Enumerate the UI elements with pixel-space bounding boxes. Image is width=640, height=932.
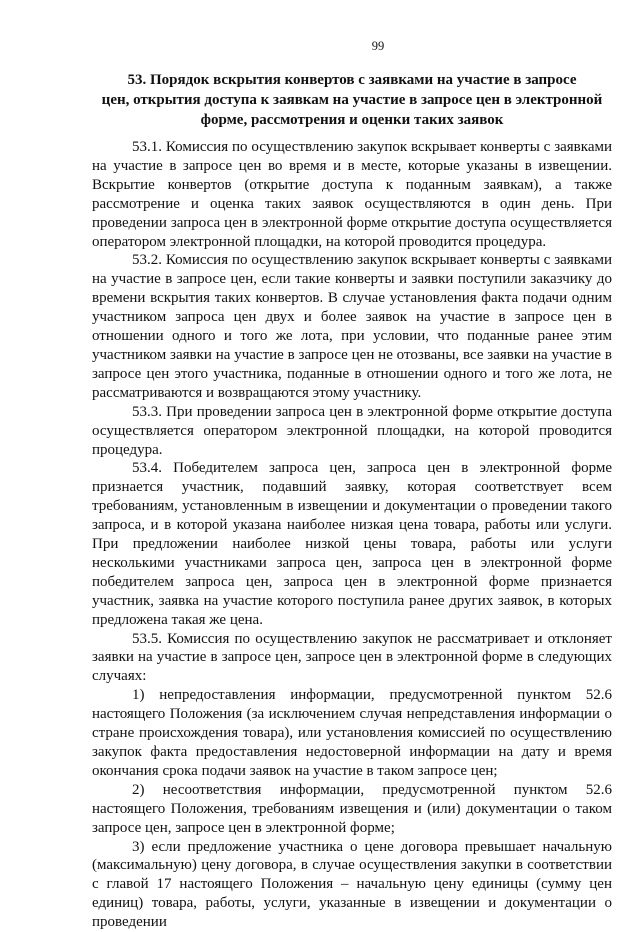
paragraph-53-5: 53.5. Комиссия по осуществлению закупок не рассматривает и отклоняет заявки на участие в запросе цен, запросе цен в электронной форме в следующих случаях:: [92, 630, 612, 685]
paragraph-53-2: 53.2. Комиссия по осуществлению закупок вскрывает конверты с заявками на участие в запросе цен, если такие конверты и заявки поступили заказчику до времени вскрытия таких конвертов. В случае установления факта подачи одним участником запроса цен двух и более заявок на участие в запросе цен в отношении одного и того же лота, при условии, что поданные ранее этим участником заявки на участие в запросе цен не отозваны, все заявки на участие в запросе цен этого участника, поданные в отношении одного и того же лота, не рассматриваются и возвращаются этому участнику.: [92, 252, 612, 401]
paragraph-53-4: 53.4. Победителем запроса цен, запроса цен в электронной форме признается участник, подавший заявку, которая соответствует всем требованиям, установленным в извещении и документации о проведении такого запроса, и в которой указана наиболее низкая цена товара, работы или услуги. При предложении наиболее низкой цены товара, работы или услуги несколькими участниками запроса цен, запроса цен в электронной форме победителем запроса цен, запроса цен в электронной форме признается участник, заявка на участие которого поступила ранее других заявок, в которых предложена такая же цена.: [92, 460, 612, 628]
section-heading: [92, 70, 612, 130]
page-number: 99: [371, 39, 385, 53]
document-body: [92, 138, 612, 932]
list-item-3: 3) если предложение участника о цене договора превышает начальную (максимальную) цену договора, в случае осуществления закупки в соответствии с главой 17 настоящего Положения – начальную цену единицы (сумму цен единиц) товара, работы, услуги, указанные в извещении и документации о проведении: [92, 838, 612, 931]
list-item-1: 1) непредоставления информации, предусмотренной пунктом 52.6 настоящего Положения (за исключением случая непредставления информации о стране происхождения товара), или установления комиссией по осуществлению закупок факта предоставления недостоверной информации на дату и время окончания срока подачи заявок на участие в таком запросе цен;: [92, 687, 612, 779]
section-heading-line: форме, рассмотрения и оценки таких заявок: [200, 112, 504, 128]
section-heading-line: цен, открытия доступа к заявкам на участие в запросе цен в электронной: [101, 92, 603, 108]
section-heading-line: 53. Порядок вскрытия конвертов с заявками на участие в запросе: [127, 72, 577, 88]
paragraph-53-1: 53.1. Комиссия по осуществлению закупок вскрывает конверты с заявками на участие в запросе цен во время и в месте, которые указаны в извещении. Вскрытие конвертов (открытие доступа к поданным заявкам), а также рассмотрение и оценка таких заявок осуществляются в один день. При проведении запроса цен в электронной форме открытие доступа осуществляется оператором электронной площадки, на которой проводится процедура.: [92, 139, 612, 250]
list-item-2: 2) несоответствия информации, предусмотренной пунктом 52.6 настоящего Положения, требованиям извещения и (или) документации о таком запросе цен, запросе цен в электронной форме;: [92, 781, 612, 836]
paragraph-53-3: 53.3. При проведении запроса цен в электронной форме открытие доступа осуществляется оператором электронной площадки, на которой проводится процедура.: [92, 403, 612, 458]
